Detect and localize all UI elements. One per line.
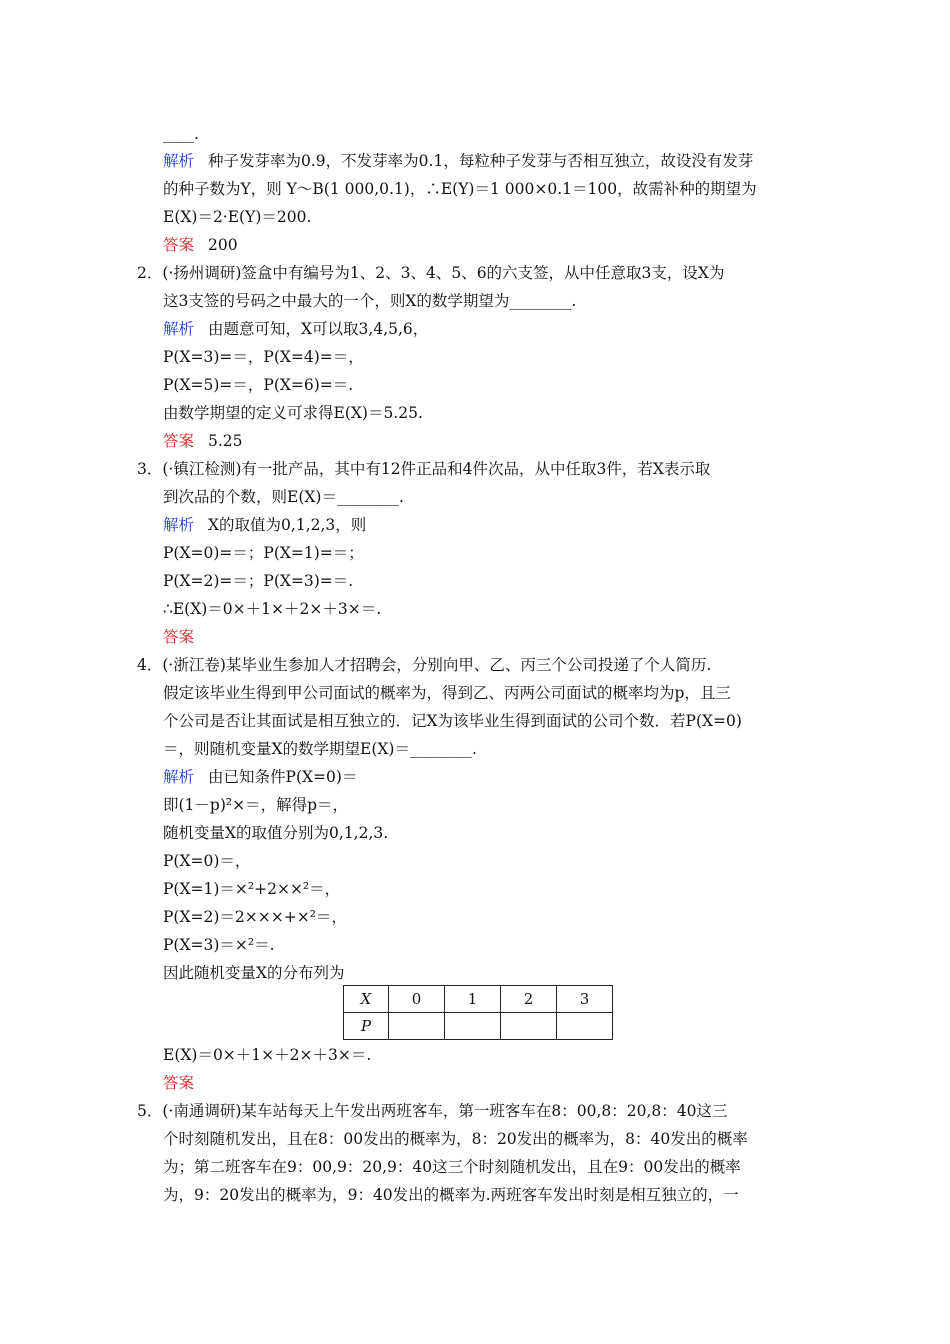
text-line — [163, 207, 311, 227]
line-text: 由已知条件P(X=0)＝ — [208, 768, 358, 786]
line-text: 4．(·浙江卷)某毕业生参加人才招聘会，分别向甲、乙、丙三个公司投递了个人简历. — [137, 656, 712, 674]
table-cell — [389, 1013, 445, 1040]
table-cell: P — [344, 1013, 389, 1040]
table-cell: 0 — [389, 986, 445, 1013]
line-text: 个公司是否让其面试是相互独立的．记X为该毕业生得到面试的公司个数．若P(X=0) — [163, 712, 742, 730]
answer-label: 答案 — [163, 236, 195, 254]
text-line — [163, 291, 576, 311]
text-line — [163, 599, 381, 619]
line-text: 5．(·南通调研)某车站每天上午发出两班客车，第一班客车在8：00,8：20,8：40这三 — [137, 1102, 728, 1120]
text-line — [163, 431, 243, 451]
table-cell — [557, 1013, 613, 1040]
analysis-label: 解析 — [163, 768, 195, 786]
text-line — [163, 1073, 208, 1093]
text-line — [163, 487, 404, 507]
line-text: P(X=5)=＝，P(X=6)=＝. — [163, 376, 354, 394]
text-line — [163, 1045, 371, 1065]
text-line — [163, 179, 757, 199]
line-text: P(X=2)＝2×××+×²＝， — [163, 908, 347, 926]
line-text: 为，9：20发出的概率为，9：40发出的概率为.两班客车发出时刻是相互独立的，一 — [163, 1186, 739, 1204]
line-text: 的种子数为Y，则 Y～B(1 000,0.1)，∴E(Y)＝1 000×0.1＝100，故需补种的期望为 — [163, 180, 757, 198]
text-line — [163, 319, 428, 339]
line-text: 200 — [208, 236, 238, 254]
line-text: 个时刻随机发出，且在8：00发出的概率为，8：20发出的概率为，8：40发出的概率 — [163, 1130, 748, 1148]
text-line — [163, 627, 208, 647]
text-line — [163, 683, 731, 703]
text-line — [137, 1101, 728, 1121]
text-line — [163, 515, 366, 535]
text-line — [163, 543, 364, 563]
text-line — [137, 655, 711, 675]
table-cell: 1 — [445, 986, 501, 1013]
table-cell — [445, 1013, 501, 1040]
text-line — [163, 795, 348, 815]
text-line — [163, 963, 345, 983]
text-line — [137, 263, 724, 283]
table-cell: 2 — [501, 986, 557, 1013]
line-text: P(X=0)=＝；P(X=1)=＝； — [163, 544, 364, 562]
line-text: 5.25 — [208, 432, 243, 450]
text-line — [163, 711, 742, 731]
line-text: 种子发芽率为0.9，不发芽率为0.1，每粒种子发芽与否相互独立，故设没有发芽 — [208, 152, 754, 170]
table-cell: X — [344, 986, 389, 1013]
analysis-label: 解析 — [163, 152, 195, 170]
table-row — [344, 1013, 613, 1040]
text-line — [163, 823, 388, 843]
line-text: 由数学期望的定义可求得E(X)＝5.25. — [163, 404, 423, 422]
line-text: 随机变量X的取值分别为0,1,2,3. — [163, 824, 389, 842]
text-line — [163, 1129, 748, 1149]
text-line — [163, 347, 364, 367]
text-line — [163, 879, 340, 899]
text-line — [163, 375, 353, 395]
text-line — [163, 1185, 739, 1205]
answer-label: 答案 — [163, 432, 195, 450]
line-text: 为；第二班客车在9：00,9：20,9：40这三个时刻随机发出，且在9：00发出的概率 — [163, 1158, 741, 1176]
answer-label: 答案 — [163, 628, 195, 646]
line-text: 假定该毕业生得到甲公司面试的概率为，得到乙、丙两公司面试的概率均为p，且三 — [163, 684, 731, 702]
answer-label: 答案 — [163, 1074, 195, 1092]
line-text: ＝，则随机变量X的数学期望E(X)＝________. — [163, 740, 477, 758]
line-text: 这3支签的号码之中最大的一个，则X的数学期望为________. — [163, 292, 577, 310]
table-header-row — [344, 986, 613, 1013]
line-text: 3．(·镇江检测)有一批产品，其中有12件正品和4件次品，从中任取3件，若X表示取 — [137, 460, 711, 478]
line-text: E(X)＝0×＋1×＋2×＋3×＝. — [163, 1046, 372, 1064]
analysis-label: 解析 — [163, 516, 195, 534]
text-line — [163, 124, 199, 144]
text-line — [163, 935, 275, 955]
line-text: 到次品的个数，则E(X)＝________. — [163, 488, 404, 506]
line-text: ∴E(X)＝0×＋1×＋2×＋3×＝. — [163, 600, 382, 618]
line-text: 2．(·扬州调研)签盒中有编号为1、2、3、4、5、6的六支签，从中任意取3支，设X为 — [137, 264, 725, 282]
line-text: P(X=2)=＝；P(X=3)=＝. — [163, 572, 354, 590]
text-line — [163, 767, 357, 787]
line-text: 即(1－p)²×＝，解得p＝， — [163, 796, 349, 814]
text-line — [163, 851, 250, 871]
line-text: P(X=3)=＝，P(X=4)=＝， — [163, 348, 364, 366]
distribution-table — [343, 985, 613, 1040]
text-line — [163, 739, 477, 759]
line-text: ____. — [163, 125, 199, 143]
line-text: 由题意可知，X可以取3,4,5,6， — [208, 320, 429, 338]
text-line — [163, 1157, 741, 1177]
text-line — [163, 571, 353, 591]
line-text: P(X=3)＝×²＝. — [163, 936, 275, 954]
line-text: P(X=1)＝×²+2××²＝， — [163, 880, 341, 898]
text-line — [163, 235, 238, 255]
line-text: E(X)＝2·E(Y)＝200. — [163, 208, 312, 226]
text-line — [137, 459, 710, 479]
analysis-label: 解析 — [163, 320, 195, 338]
text-line — [163, 403, 423, 423]
table-cell: 3 — [557, 986, 613, 1013]
text-line — [163, 151, 753, 171]
line-text: X的取值为0,1,2,3，则 — [208, 516, 367, 534]
line-text: P(X=0)＝， — [163, 852, 251, 870]
text-line — [163, 907, 347, 927]
line-text: 因此随机变量X的分布列为 — [163, 964, 345, 982]
table-cell — [501, 1013, 557, 1040]
